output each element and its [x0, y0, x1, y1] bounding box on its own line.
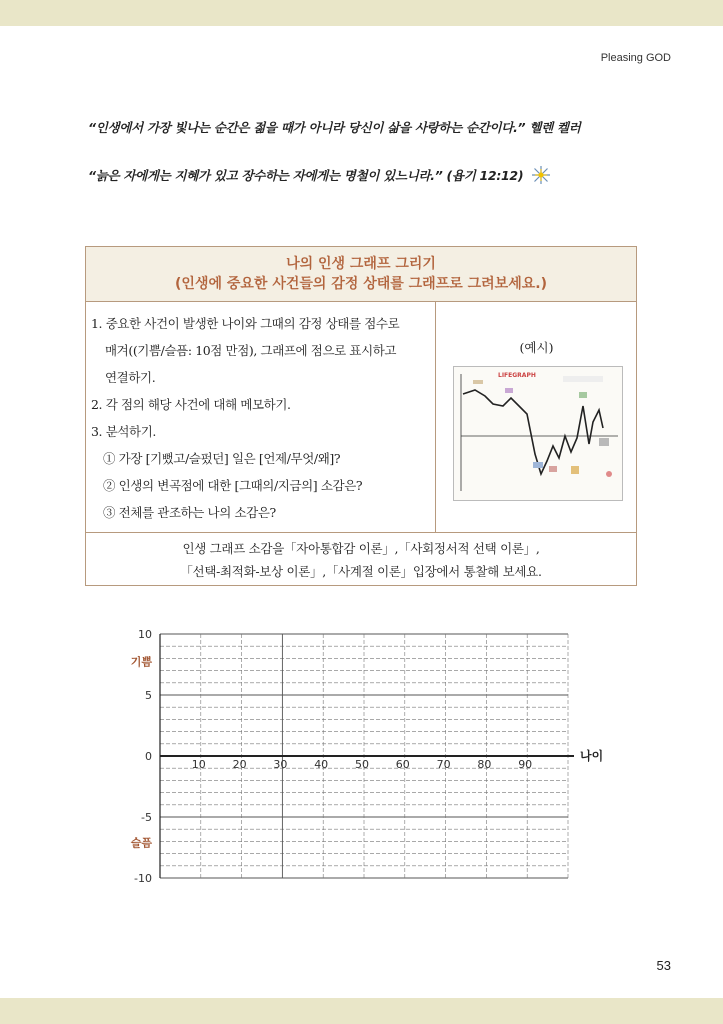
quote-job-text: “늙은 자에게는 지혜가 있고 장수하는 자에게는 명철이 있느니라.” (욥기 12:12)	[88, 168, 524, 183]
y-tick-label: 5	[145, 689, 152, 702]
activity-body	[86, 302, 636, 533]
instruction-2: 2. 각 점의 해당 사건에 대해 메모하기.	[91, 397, 291, 412]
x-tick-label: 20	[232, 758, 247, 771]
x-tick-label: 90	[518, 758, 533, 771]
y-label-sorrow: 슬픔	[130, 836, 152, 850]
reflection-line2: 「선택-최적화-보상 이론」,「사계절 이론」입장에서 통찰해 보세요.	[180, 564, 542, 579]
running-header: Pleasing GOD	[600, 52, 671, 64]
reflection-line1: 인생 그래프 소감을「자아통합감 이론」,「사회정서적 선택 이론」,	[182, 541, 540, 556]
x-tick-label: 30	[273, 758, 288, 771]
instructions-list	[86, 302, 436, 532]
instruction-1-cont: 매겨((기쁨/슬픔: 10점 만점), 그래프에 점으로 표시하고	[105, 343, 397, 358]
activity-title	[86, 247, 636, 302]
instruction-1-cont2: 연결하기.	[105, 370, 156, 385]
example-panel	[437, 302, 636, 532]
x-tick-label: 40	[314, 758, 329, 771]
quote-keller: “인생에서 가장 빛나는 순간은 젊을 때가 아니라 당신이 삶을 사랑하는 순간이다.” 헬렌 켈러	[88, 120, 581, 135]
y-tick-label: -10	[134, 872, 152, 885]
instruction-3: 3. 분석하기.	[91, 424, 156, 439]
activity-title-line1: 나의 인생 그래프 그리기	[286, 256, 436, 272]
x-tick-label: 50	[355, 758, 369, 771]
activity-reflection	[86, 533, 636, 583]
y-tick-label: -5	[141, 811, 152, 824]
example-label: (예시)	[519, 340, 554, 355]
x-label-age: 나이	[580, 749, 604, 763]
y-tick-label: 0	[145, 750, 152, 763]
instruction-1: 1. 중요한 사건이 발생한 나이와 그때의 감정 상태를 점수로	[91, 316, 400, 331]
y-label-joy: 기쁨	[130, 655, 152, 669]
instruction-3-2: ② 인생의 변곡점에 대한 [그때의/지금의] 소감은?	[103, 478, 363, 493]
blank-life-graph	[110, 620, 610, 895]
y-tick-label: 10	[138, 628, 152, 641]
x-tick-label: 60	[395, 758, 410, 771]
bottom-band	[0, 998, 723, 1024]
quote-job	[88, 165, 551, 188]
page-number: 53	[656, 958, 671, 973]
activity-title-line2: (인생에 중요한 사건들의 감정 상태를 그래프로 그려보세요.)	[175, 276, 547, 292]
instruction-3-1: ① 가장 [기뻤고/슬펐던] 일은 [언제/무엇/왜]?	[103, 451, 341, 466]
example-image-title: LIFEGRAPH	[498, 372, 536, 379]
life-graph-activity-box	[85, 246, 637, 586]
instruction-3-3: ③ 전체를 관조하는 나의 소감은?	[103, 505, 276, 520]
x-tick-label: 80	[477, 758, 492, 771]
sparkle-icon	[531, 165, 551, 188]
example-life-graph-image	[453, 366, 623, 501]
top-band	[0, 0, 723, 26]
x-tick-label: 70	[436, 758, 451, 771]
x-tick-label: 10	[191, 758, 206, 771]
